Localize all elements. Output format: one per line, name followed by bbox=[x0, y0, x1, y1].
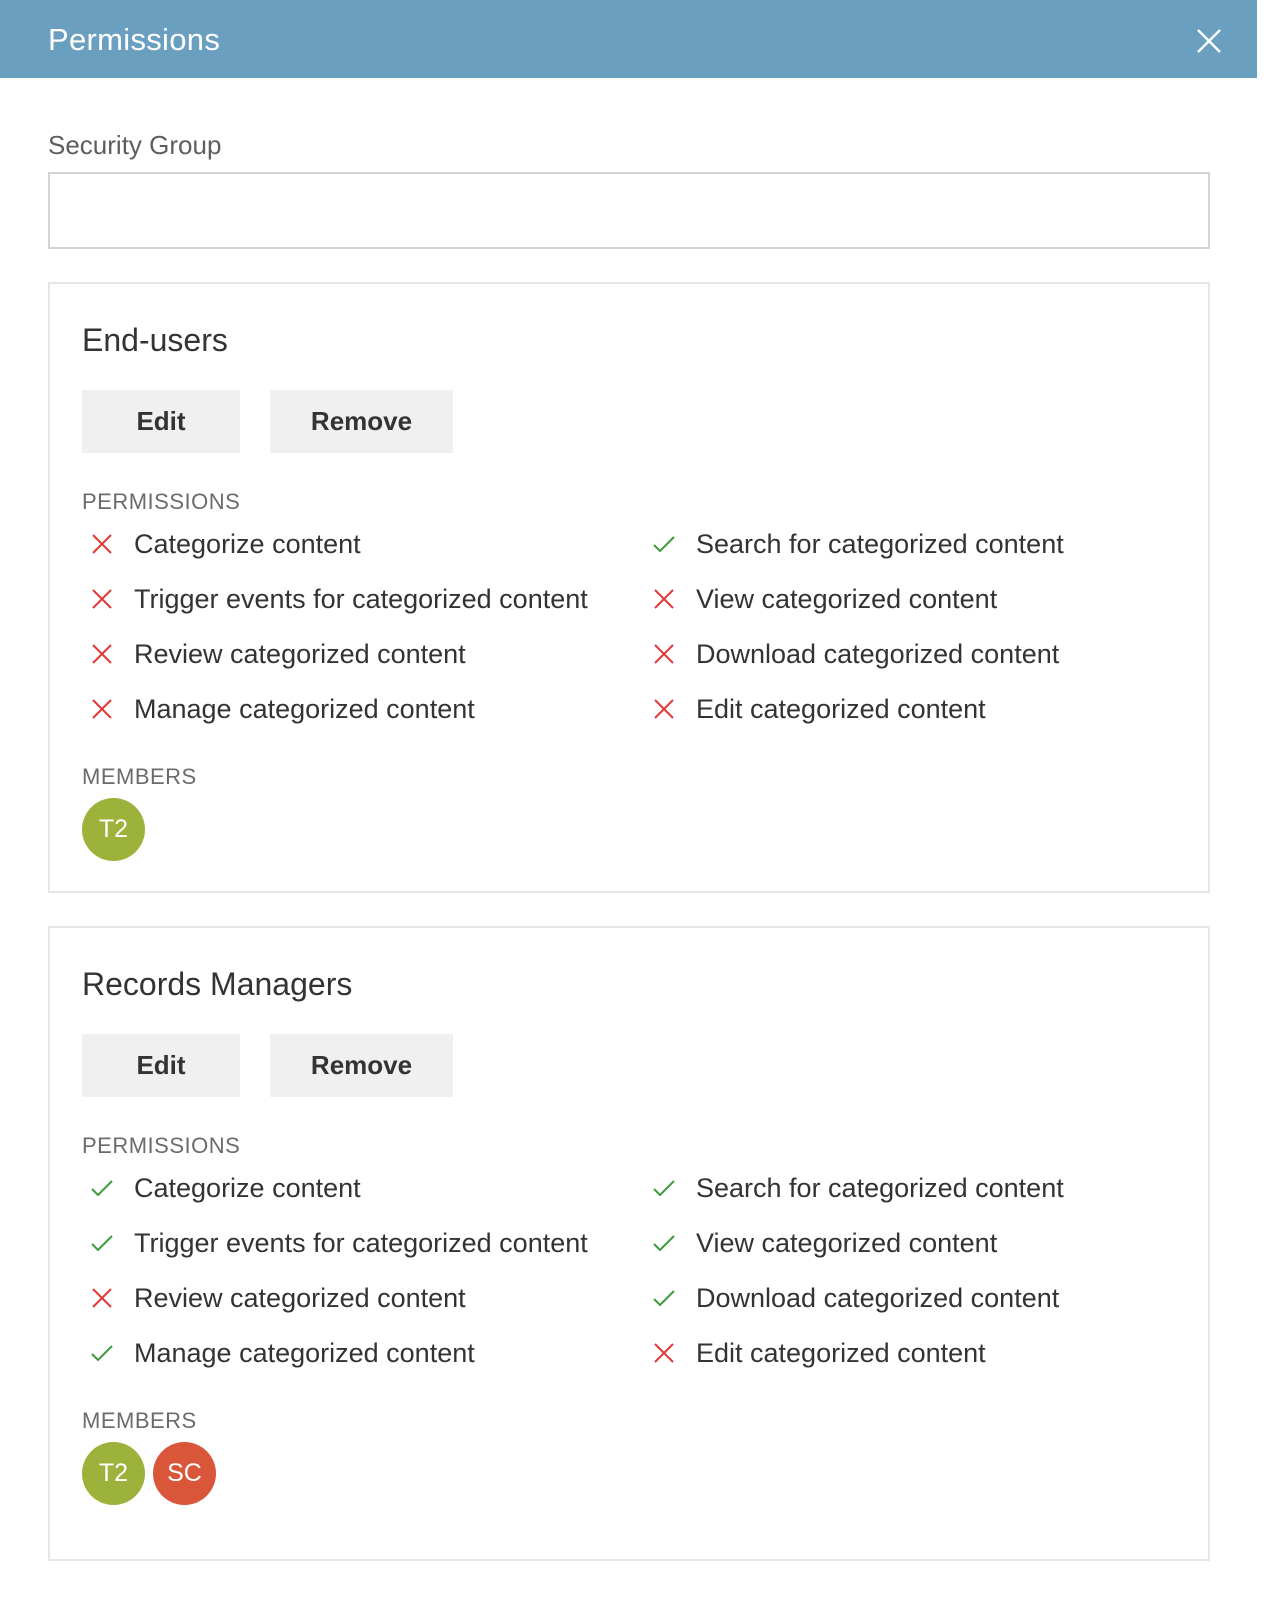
remove-button[interactable]: Remove bbox=[270, 390, 453, 453]
permission-label: Edit categorized content bbox=[696, 1337, 986, 1368]
checkmark-icon bbox=[650, 1284, 678, 1312]
cross-icon bbox=[88, 585, 116, 613]
panel-header bbox=[0, 0, 1257, 78]
edit-button[interactable]: Edit bbox=[82, 390, 240, 453]
permission-label: View categorized content bbox=[696, 583, 998, 614]
permission-label: Download categorized content bbox=[696, 638, 1060, 669]
permissions-label: PERMISSIONS bbox=[82, 1133, 241, 1158]
permission-label: Review categorized content bbox=[134, 638, 466, 669]
group-card-end-users bbox=[48, 282, 1210, 893]
members-label: MEMBERS bbox=[82, 1408, 197, 1433]
security-group-input[interactable] bbox=[48, 172, 1210, 249]
permission-label: Manage categorized content bbox=[134, 693, 475, 724]
permission-label: Edit categorized content bbox=[696, 693, 986, 724]
checkmark-icon bbox=[88, 1339, 116, 1367]
edit-button[interactable]: Edit bbox=[82, 1034, 240, 1097]
checkmark-icon bbox=[88, 1229, 116, 1257]
checkmark-icon bbox=[88, 1174, 116, 1202]
permission-item bbox=[88, 579, 588, 619]
permission-item bbox=[88, 524, 361, 564]
cross-icon bbox=[88, 640, 116, 668]
permission-item bbox=[650, 1223, 997, 1263]
group-card-records-managers bbox=[48, 926, 1210, 1561]
permission-item bbox=[650, 579, 997, 619]
permission-item bbox=[88, 1223, 588, 1263]
cross-icon bbox=[650, 1339, 678, 1367]
cross-icon bbox=[88, 695, 116, 723]
permission-item bbox=[88, 1333, 475, 1373]
member-avatar[interactable]: T2 bbox=[82, 798, 145, 861]
permission-item bbox=[650, 1168, 1064, 1208]
permissions-label: PERMISSIONS bbox=[82, 489, 241, 514]
permission-label: Manage categorized content bbox=[134, 1337, 475, 1368]
permission-item bbox=[650, 524, 1064, 564]
permission-label: Categorize content bbox=[134, 1172, 361, 1203]
permission-item bbox=[650, 1333, 986, 1373]
member-avatar[interactable]: T2 bbox=[82, 1442, 145, 1505]
permission-label: Search for categorized content bbox=[696, 528, 1064, 559]
group-title: End-users bbox=[82, 322, 228, 358]
permission-label: Download categorized content bbox=[696, 1282, 1060, 1313]
permission-item bbox=[650, 689, 986, 729]
checkmark-icon bbox=[650, 1229, 678, 1257]
member-avatar[interactable]: SC bbox=[153, 1442, 216, 1505]
permission-item bbox=[88, 1278, 466, 1318]
members-label: MEMBERS bbox=[82, 764, 197, 789]
permission-item bbox=[650, 1278, 1059, 1318]
remove-button[interactable]: Remove bbox=[270, 1034, 453, 1097]
permission-label: Trigger events for categorized content bbox=[134, 583, 588, 614]
permission-label: Trigger events for categorized content bbox=[134, 1227, 588, 1258]
permission-label: View categorized content bbox=[696, 1227, 998, 1258]
group-title: Records Managers bbox=[82, 966, 353, 1002]
checkmark-icon bbox=[650, 530, 678, 558]
cross-icon bbox=[650, 640, 678, 668]
permission-label: Search for categorized content bbox=[696, 1172, 1064, 1203]
close-button[interactable] bbox=[1190, 22, 1226, 58]
close-icon bbox=[1190, 22, 1226, 58]
cross-icon bbox=[650, 585, 678, 613]
permission-item bbox=[88, 634, 466, 674]
cross-icon bbox=[88, 530, 116, 558]
permission-item bbox=[650, 634, 1059, 674]
cross-icon bbox=[88, 1284, 116, 1312]
panel-title: Permissions bbox=[48, 22, 221, 57]
permission-item bbox=[88, 1168, 361, 1208]
permission-label: Categorize content bbox=[134, 528, 361, 559]
permission-label: Review categorized content bbox=[134, 1282, 466, 1313]
permission-item bbox=[88, 689, 475, 729]
cross-icon bbox=[650, 695, 678, 723]
security-group-label: Security Group bbox=[48, 130, 222, 160]
checkmark-icon bbox=[650, 1174, 678, 1202]
